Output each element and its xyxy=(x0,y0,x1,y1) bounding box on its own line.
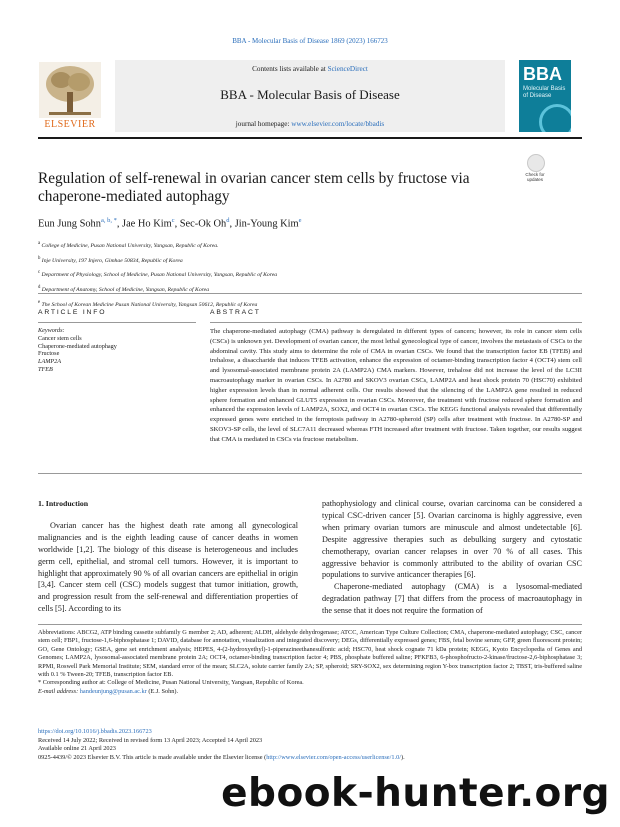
keyword-item: Fructose xyxy=(38,350,60,358)
journal-cover-thumbnail xyxy=(519,60,571,132)
abstract-heading: ABSTRACT xyxy=(210,309,261,316)
author-name[interactable]: Eun Jung Sohn xyxy=(38,218,101,230)
cover-subtitle: Molecular Basis of Disease xyxy=(523,86,566,99)
intro-column-right xyxy=(322,498,582,617)
contents-line xyxy=(115,65,505,73)
email-link[interactable]: handeunjung@pusan.ac.kr xyxy=(79,687,147,695)
affiliation-item xyxy=(38,253,582,268)
keyword-item: Chaperone-mediated autophagy xyxy=(38,342,117,350)
affiliation-item xyxy=(38,238,582,253)
affiliation-text: Department of Physiology, School of Medicine, Pusan National University, Yangsan, Republic of Korea xyxy=(41,272,278,279)
elsevier-tree-logo-icon xyxy=(39,62,101,118)
check-updates-icon xyxy=(527,154,545,172)
intro-heading: 1. Introduction xyxy=(38,499,89,508)
publisher-logo-text: ELSEVIER xyxy=(44,119,96,130)
abstract-rule xyxy=(210,322,582,323)
license-line xyxy=(38,754,582,763)
header-rule xyxy=(38,137,582,139)
received-dates: Received 14 July 2022; Received in revised form 13 April 2023; Accepted 14 April 2023 xyxy=(38,736,263,744)
abstract-text: The chaperone-mediated autophagy (CMA) pathway is deregulated in different types of cancers; however, its role in cancer stem cells (CSCs) is unknown yet. Development of ovarian cancer, the most lethal gynecological type of cancer, involves the metastasis of CSCs to the abdominal cavity. This study aims to determine the role of CMA in ovarian CSCs. We found that the transcription factor EB (TFEB) and trehalose, a disaccharide that induces TFEB activation, enhance the expression of octamer-binding transcription factor 4 (OCT4) stem cell and lysosomal-associated membrane protein 2A (LAMP2A) CMA markers. However, trehalose did not increase the level of the LC3II macroautophagy marker in ovarian CSCs. In A2780 and SKOV3 ovarian CSCs, LAMP2A and heat shock protein 70 (HSC70) exhibited higher expression levels than in normal adherent cells. Our results showed that the silencing of the LAMP2A gene resulted in reduced sphere formation and enhanced GLUT5 expression in ovarian CSCs. Moreover, the treatment with fructose reduced sphere formation and enhanced the expression levels of LAMP2A, SOX2, and OCT4 in ovarian CSCs. The KEGG functional analysis revealed that differentially expressed genes were enriched in the ferroptosis pathway in A2780-spheroid (SP) cells after treatment with fructose. In A2780-SP and SKOV3-SP cells, the level of SLC7A11 decreased whereas FTH increased after treatment with fructose. Taken together, our results suggest that CMA is mediated in CSCs via fructose metabolism. xyxy=(210,328,582,443)
journal-masthead xyxy=(29,60,591,132)
masthead-band xyxy=(115,60,505,132)
cover-ring-graphic xyxy=(539,104,571,132)
license-suffix: ). xyxy=(400,753,405,761)
author-affil-marker[interactable]: d xyxy=(226,217,230,224)
keywords-block xyxy=(38,327,196,374)
affiliation-text: College of Medicine, Pusan National University, Yangsan, Republic of Korea. xyxy=(41,242,219,249)
intro-paragraph: Ovarian cancer has the highest death rate among all gynecological malignancies and is the eighth leading cause of cancer deaths in women worldwide [1,2]. The biology of this disease is heterogeneous and includes germ cell, epithelial, and stromal cell tumors. However, it is important to highlight that approximately 90 % of all ovarian cancers are epithelial in origin [3,4]. Cancer stem cell (CSC) models suggest that tumor initiation, growth, and progression result from the self-renewal and differentiation properties of cells [5]. According to its xyxy=(38,520,298,614)
journal-name: BBA - Molecular Basis of Disease xyxy=(220,87,400,102)
homepage-prefix: journal homepage: xyxy=(235,120,292,128)
contents-prefix: Contents lists available at xyxy=(252,65,328,73)
email-line xyxy=(38,688,582,696)
available-online-date: Available online 21 April 2023 xyxy=(38,745,116,753)
keyword-item: TFEB xyxy=(38,365,53,373)
affiliation-item xyxy=(38,267,582,282)
abstract-bottom-rule xyxy=(38,473,582,474)
email-label: E-mail address: xyxy=(38,687,80,695)
homepage-link[interactable]: www.elsevier.com/locate/bbadis xyxy=(291,120,385,128)
intro-column-left xyxy=(38,498,298,615)
affiliation-item xyxy=(38,297,582,312)
author-affil-marker[interactable]: e xyxy=(298,217,302,224)
keyword-item: LAMP2A xyxy=(38,358,62,366)
author-name[interactable]: Jin-Young Kim xyxy=(234,218,299,230)
footnote-rule xyxy=(38,624,582,625)
article-info-rule xyxy=(38,322,196,323)
article-title: Regulation of self-renewal in ovarian cancer stem cells by fructose via chaperone-mediated autophagy xyxy=(38,170,470,205)
affiliation-marker: a xyxy=(38,241,41,246)
affiliation-marker: d xyxy=(38,285,41,291)
affiliation-text: Inje University, 197 Injero, Gimhae 50834, Republic of Korea xyxy=(41,257,183,264)
intro-paragraph: pathophysiology and clinical course, ovarian carcinoma can be considered a typical CSC-driven cancer [5]. Ovarian carcinoma is highly aggressive, even when primary ovarian tumors are minuscule and almost undetectable [6]. Despite aggressive therapies such as debulking surgery and cytostatic chemotherapy, ovarian cancer relapses in over 70 % of all cases. This aggressive behavior is commonly attributed to the ability of ovarian CSC populations to survive anticancer therapies [6]. xyxy=(322,499,582,580)
license-prefix: 0925-4439/© 2023 Elsevier B.V. This article is made available under the Elsevier license ( xyxy=(38,753,267,761)
homepage-line xyxy=(115,120,505,128)
keyword-item: Cancer stem cells xyxy=(38,334,82,342)
affiliation-marker: b xyxy=(38,255,41,261)
cover-title: BBA xyxy=(523,64,562,84)
footnotes-block xyxy=(38,629,582,696)
author-name[interactable]: Jae Ho Kim xyxy=(122,218,172,230)
abbreviations-footnote: Abbreviations: ABCG2, ATP binding cassette subfamily G member 2; AD, adherent; ALDH, aldehyde dehydrogenase; ATCC, American Type Culture Collection; CMA, chaperone-mediated autophagy; CSC, cancer stem cell; FBP1, fructose-1,6-biphosphatase 1; DAVID, database for annotation, visualization and integrated discovery; DEGs, differentially expressed genes; FBS, fetal bovine serum; GFP, green fluorescent protein; GO, Gene Ontology; GSEA, gene set enrichment analysis; HEPES, 4-(2-hydroxyethyl)-1-piperazineethanesulfonic acid; HSC70, heat shock cognate 71 kDa protein; KEGG, Kyoto Encyclopedia of Genes and Genomes; LAMP2A, lysosomal-associated membrane protein 2A; OCT4, octamer-binding transcription factor 4; PBS, phosphate buffered saline; PFKFB3, 6-phosphofructo-2-kinase/fructose-2,6-biphosphatase 3; RPMI, Roswell Park Memorial Institute; SEM, standard error of the mean; SLC2A, solute carrier family 2A; SP, spheroid; SRY-SOX2, sex determining region Y-box transcription factor 2; TBST, tris-buffered saline with 0.1 % Tween-20; TFEB, transcription factor EB. xyxy=(38,629,582,679)
keywords-label: Keywords: xyxy=(38,327,65,334)
section-rule xyxy=(38,293,582,294)
affiliation-text: The School of Korean Medicine Pusan National University, Yangsan 50612, Republic of Korea xyxy=(41,301,258,308)
check-updates-label: Check for updates xyxy=(525,172,545,182)
publication-info xyxy=(38,728,582,762)
author-affil-marker[interactable]: c xyxy=(171,217,175,224)
affiliation-list xyxy=(38,238,582,311)
affiliation-marker: c xyxy=(38,270,41,276)
license-link[interactable]: http://www.elsevier.com/open-access/userlicense/1.0/ xyxy=(266,753,401,761)
watermark-text: ebook-hunter.org xyxy=(221,771,610,816)
sciencedirect-link[interactable]: ScienceDirect xyxy=(327,65,368,73)
intro-paragraph: Chaperone-mediated autophagy (CMA) is a lysosomal-mediated degradation pathway [7] that differs from the process of macroautophagy in the sense that it does not require the formation of xyxy=(322,582,582,616)
affiliation-text: Department of Anatomy, School of Medicine, Yangsan, Republic of Korea xyxy=(41,286,210,293)
doi-link[interactable]: https://doi.org/10.1016/j.bbadis.2023.166723 xyxy=(38,728,152,735)
affiliation-marker: e xyxy=(38,299,41,305)
check-for-updates-badge[interactable] xyxy=(520,154,550,188)
journal-citation[interactable]: BBA - Molecular Basis of Disease 1869 (2023) 166723 xyxy=(232,37,388,45)
corresponding-author-note: * Corresponding author at: College of Medicine, Pusan National University, Yangsan, Republic of Korea. xyxy=(38,679,304,687)
article-info-heading: ARTICLE INFO xyxy=(38,309,107,316)
author-affil-marker[interactable]: a, b, * xyxy=(100,217,117,224)
email-suffix: (E.J. Sohn). xyxy=(146,687,179,695)
author-list: Eun Jung Sohn$^{a, b, *}$, Jae Ho Kim$^c$, Sec-Ok Oh$^d$, Jin-Young Kim$^e$ xyxy=(38,217,302,230)
affiliation-item xyxy=(38,282,582,297)
author-name[interactable]: Sec-Ok Oh xyxy=(179,218,227,230)
